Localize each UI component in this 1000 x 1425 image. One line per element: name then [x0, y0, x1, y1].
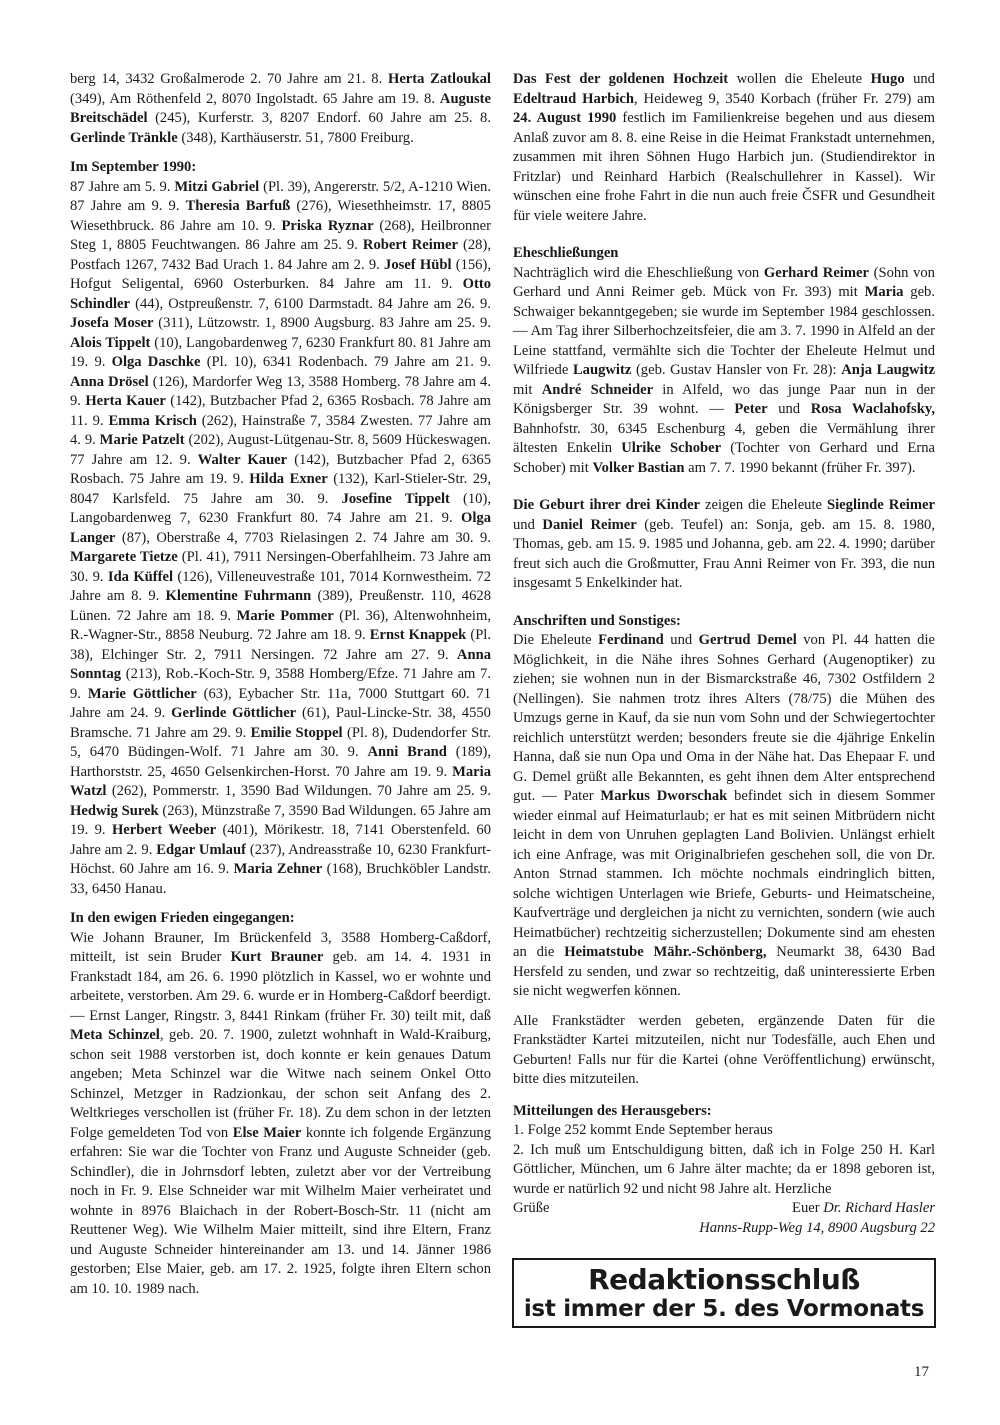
text-run: geb. am 14. 4. 1931 in Frankstadt 184, am 26. 6. 1990 plötzlich in Kassel, wo er wohnte und arbeitete, verstorben. Am 29. 6. wurde er in Homberg-Caßdorf beerdigt. — Ernst Langer, Ringstr. 3, 8441 Rinkam (früher Fr. 30) teilt mit, daß — [70, 949, 491, 1024]
heading-obituaries: In den ewigen Frieden eingegangen: — [70, 910, 295, 926]
text-run: (237), Andreasstraße 10, 6230 Frankfurt-Höchst. 60 Jahre am 16. 9. — [70, 841, 491, 877]
text-run: (156), Hofgut Seligental, 6960 Osterburken. 84 Jahre am 11. 9. — [70, 256, 491, 292]
bold-name: Laugwitz — [572, 362, 632, 378]
bold-name: Hilda Exner — [249, 471, 328, 487]
text-run: mit — [513, 381, 542, 398]
bold-name: Gerlinde Tränkle — [70, 129, 178, 146]
bold-name: Sieglinde Reimer — [827, 497, 935, 513]
bold-name: Josefa Moser — [70, 315, 154, 331]
text-run: (142), Butzbacher Pfad 2, 6365 Rosbach. 78 Jahre am 11. 9. — [70, 393, 491, 429]
text-run: konnte ich folgende Ergänzung erfahren: Sie war die Tochter von Franz und Auguste Schneider (geb. Schindler), die in Johrnsdorf lebten, zuletzt aber vor der Vertreibung noch in Fr. 9. Else Schneider war mit Wilhelm Maier verheiratet und wohnte in 8976 Blaichach in der Robert-Bosch-Str. 11 (nicht am Reuttener Weg). Wie Wilhelm Maier mitteilt, sind ihre Eltern, Franz und Auguste Schneider hintereinander am 13. und 14. Jänner 1986 gestorben; Else Maier, geb. am 17. 2. 1925, folgte ihren Eltern schon am 10. 10. 1989 nach. — [70, 1124, 491, 1297]
signature-name: Dr. Richard Hasler — [823, 1200, 935, 1216]
bold-name: Herta Zatloukal — [387, 71, 491, 87]
bold-name: Volker Bastian — [592, 459, 685, 476]
text-run: (Tochter von Gerhard und Erna Schober) mit — [513, 440, 935, 476]
text-run: (Pl. 8), Dudendorfer Str. 5, 6470 Büdingen-Wolf. 71 Jahre am 30. 9. — [70, 724, 492, 760]
text-run: (Pl. 39), Angererstr. 5/2, A-1210 Wien. 87 Jahre am 9. 9. — [70, 178, 491, 214]
addresses-text — [513, 631, 935, 1002]
text-run: Die Eheleute — [513, 632, 599, 648]
signature-line — [513, 1199, 935, 1219]
bold-name: Das Fest der goldenen Hochzeit — [513, 71, 729, 87]
bold-name: Ida Küffel — [107, 568, 174, 585]
text-run: 87 Jahre am 5. 9. — [70, 178, 175, 195]
heading-addresses: Anschriften und Sonstiges: — [513, 612, 681, 629]
bold-name: Marie Pommer — [236, 607, 334, 624]
bold-name: 24. August 1990 — [513, 110, 617, 126]
bold-name: Herbert Weeber — [111, 822, 217, 838]
text-run: (311), Lützowstr. 1, 8900 Augsburg. 83 Jahre am 25. 9. — [153, 315, 491, 331]
text-run: (63), Eybacher Str. 11a, 7000 Stuttgart 60. 71 Jahre am 24. 9. — [70, 685, 492, 721]
page-number: 17 — [914, 1364, 929, 1380]
text-run: Alle Frankstädter werden gebeten, ergänzende Daten für die Frankstädter Kartei mitzuteilen, nicht nur Todesfälle, auch Ehen und Geburten! Falls nur für die Kartei (ohne Veröffentlichung) erwünscht, bitte dies mitzuteilen. — [513, 1012, 935, 1087]
signature: Euer Dr. Richard Hasler — [792, 1200, 935, 1216]
text-run: und — [513, 516, 543, 533]
bold-name: Hugo — [870, 71, 905, 87]
deadline-box — [512, 1258, 936, 1328]
text-run: (189), Harthorststr. 25, 4650 Gelsenkirchen-Horst. 70 Jahre am 19. 9. — [70, 744, 492, 780]
bold-name: Edgar Umlauf — [156, 841, 246, 858]
bold-name: Heimatstube Mähr.-Schönberg, — [564, 944, 767, 960]
left-column — [70, 70, 491, 1299]
text-run: (126), Mardorfer Weg 13, 3588 Homberg. 78 Jahre am 4. 9. — [70, 373, 491, 409]
text-run: und — [904, 71, 935, 87]
bold-name: Maria Watzl — [70, 763, 491, 799]
text-run: (142), Butzbacher Pfad 2, 6365 Rosbach. 75 Jahre am 19. 9. — [70, 451, 491, 487]
bold-name: Auguste Breitschädel — [70, 90, 491, 126]
bold-name: Anja Laugwitz — [841, 362, 935, 378]
text-run: festlich im Familienkreise begehen und aus diesem Anlaß zuvor am 8. 8. eine Reise in die Heimat Frankstadt unternehmen, zusammen mit ihren Söhnen Hugo Harbich jun. (Studiendirektor in Fritzlar) und Reinhard Harbich (Realschullehrer in Kassel). Wir wünschen eine frohe Fahrt in die nun auch freie ČSFR und Gesundheit für viele weitere Jahre. — [513, 110, 936, 224]
bold-name: Kurt Brauner — [230, 949, 324, 965]
text-run: zeigen die Eheleute — [700, 497, 828, 513]
text-run: (202), August-Lütgenau-Str. 8, 5609 Hückeswagen. 77 Jahre am 12. 9. — [70, 432, 492, 468]
golden-wedding-text — [513, 70, 935, 226]
bold-name: Maria — [864, 284, 904, 300]
bold-name: Meta Schinzel — [70, 1027, 160, 1043]
signature-address: Hanns-Rupp-Weg 14, 8900 Augsburg 22 — [699, 1219, 935, 1236]
text-run: (Pl. 36), Altenwohnheim, R.-Wagner-Str., 8858 Neuburg. 72 Jahre am 18. 9. — [70, 607, 491, 643]
bold-name: Josefine Tippelt — [341, 490, 450, 507]
text-run: (10), Langobardenweg 7, 6230 Frankfurt 80. 81 Jahre am 19. 9. — [70, 334, 491, 370]
bold-name: Olga Langer — [70, 510, 491, 546]
bold-name: Olga Daschke — [111, 354, 201, 370]
text-run: Wie Johann Brauner, Im Brückenfeld 3, 3588 Homberg-Caßdorf, mitteilt, ist sein Bruder — [70, 929, 491, 965]
marriages-text — [513, 264, 935, 479]
text-run: , Heideweg 9, 3540 Korbach (früher Fr. 279) am — [634, 90, 936, 107]
bold-name: Josef Hübl — [384, 256, 452, 273]
birthday-list-september — [70, 178, 491, 900]
text-run: Bahnhofstr. 30, 6345 Eschenburg 4, geben die Vermählung ihrer ältesten Enkelin — [513, 420, 935, 456]
text-run: wollen die Eheleute — [728, 71, 871, 87]
bold-name: Anna Drösel — [70, 373, 149, 390]
bold-name: Alois Tippelt — [70, 334, 151, 351]
bold-name: Otto Schindler — [70, 276, 491, 312]
births-text — [513, 496, 935, 594]
publisher-note-2: 2. Ich muß um Entschuldigung bitten, daß ich in Folge 250 H. Karl Göttlicher, München, um 6 Jahre älter machte; da er 1898 geboren ist, wurde er natürlich 92 und nicht 98 Jahre alt. Herzliche — [513, 1141, 935, 1197]
text-run: (Pl. 38), Elchinger Str. 2, 7911 Nersingen. 72 Jahre am 27. 9. — [70, 627, 492, 663]
text-run: (262), Pommerstr. 1, 3590 Bad Wildungen. 70 Jahre am 25. 9. — [106, 783, 491, 799]
bold-name: Ulrike Schober — [621, 440, 722, 456]
bold-name: Herta Kauer — [85, 393, 166, 409]
text-run: (349), Am Röthenfeld 2, 8070 Ingolstadt. 65 Jahre am 19. 8. — [70, 90, 440, 107]
registry-request-text — [513, 1012, 935, 1090]
bold-name: Marie Patzelt — [99, 432, 185, 448]
text-run: (401), Mörikestr. 18, 7141 Oberstenfeld. 60 Jahre am 2. 9. — [70, 822, 492, 858]
text-run: (126), Villeneuvestraße 101, 7014 Kornwestheim. 72 Jahre am 8. 9. — [70, 568, 492, 604]
bold-name: Else Maier — [232, 1124, 302, 1141]
text-run: (213), Rob.-Koch-Str. 9, 3588 Homberg/Efze. 71 Jahre am 7. 9. — [70, 666, 491, 702]
text-run: (87), Oberstraße 4, 7703 Rielasingen 2. 74 Jahre am 30. 9. — [115, 529, 491, 546]
deadline-title: Redaktionsschluß — [588, 1263, 860, 1296]
text-run: (276), Wiesethheimstr. 17, 8805 Wiesethbruck. 86 Jahre am 10. 9. — [70, 198, 491, 234]
bold-name: Anna Sonntag — [70, 646, 491, 682]
bold-name: Peter — [734, 401, 768, 417]
text-run: befindet sich in diesem Sommer wieder einmal auf Heimaturlaub; er hat es mit seinen Mitbrüdern nicht leicht in dem von Unruhen geplagten Land Bolivien. Unlängst erhielt ich eine Anfrage, was mit Originalbriefen geschehen soll, die von Dr. Anton Strnad stammen. Ich möchte nochmals eindringlich bitten, solche wichtigen Unterlagen wie Briefe, Geburts- und Heimatscheine, Kaufverträge und dergleichen ja nicht zu vernichten, sondern (wie auch Heimatbücher) rechtzeitig sicherzustellen; Dokumente sind am ehesten an die — [513, 788, 935, 960]
text-run: (168), Bruchköbler Landstr. 33, 6450 Hanau. — [70, 861, 491, 897]
bold-name: Edeltraud Harbich — [513, 90, 635, 107]
deadline-subtitle: ist immer der 5. des Vormonats — [523, 1296, 925, 1322]
bold-name: Theresia Barfuß — [185, 198, 291, 214]
bold-name: Rosa Waclahofsky, — [810, 401, 935, 417]
bold-name: Emma Krisch — [108, 412, 197, 429]
text-run: am 7. 7. 1990 bekannt (früher Fr. 397). — [684, 459, 916, 476]
bold-name: Hedwig Surek — [70, 802, 159, 819]
bold-name: Walter Kauer — [197, 451, 288, 468]
text-run: in Alfeld, wo das junge Paar nun in der Königsberger Str. 39 wohnt. — — [513, 381, 935, 417]
text-run: (geb. Teufel) an: Sonja, geb. am 15. 8. 1980, Thomas, geb. am 15. 9. 1985 und Johanna, geb. am 22. 4. 1990; darüber freut sich auch die Großmutter, Frau Anni Reimer von Fr. 393, die nun insgesamt 5 Enkelkinder hat. — [513, 516, 935, 591]
right-column — [513, 70, 935, 1238]
bold-name: Gerlinde Göttlicher — [171, 705, 297, 721]
text-run: (Pl. 41), 7911 Nersingen-Oberfahlheim. 73 Jahre am 30. 9. — [70, 549, 492, 585]
bold-name: Die Geburt ihrer drei Kinder — [513, 497, 701, 513]
heading-marriages: Eheschließungen — [513, 245, 619, 261]
heading-september: Im September 1990: — [70, 159, 197, 175]
text-run: (262), Hainstraße 7, 3584 Zwesten. 77 Jahre am 4. 9. — [70, 412, 491, 448]
text-run: Neumarkt 38, 6430 Bad Hersfeld zu senden, und zwar so rechtzeitig, daß uninteressierte Erben sie nicht wegwerfen können. — [513, 944, 935, 999]
text-run: (Pl. 10), 6341 Rodenbach. 79 Jahre am 21. 9. — [200, 354, 491, 370]
text-run: berg 14, 3432 Großalmerode 2. 70 Jahre am 21. 8. — [70, 71, 388, 87]
text-run: (10), Langobardenweg 7, 6230 Frankfurt 80. 74 Jahre am 21. 9. — [70, 490, 491, 526]
bold-name: Ferdinand — [598, 632, 664, 648]
publisher-note-2-end: Grüße — [513, 1200, 550, 1216]
bold-name: Mitzi Gabriel — [174, 178, 260, 195]
bold-name: Margarete Tietze — [70, 549, 178, 565]
bold-name: Anni Brand — [367, 744, 447, 760]
text-run: und — [767, 401, 811, 417]
text-run: (28), Postfach 1267, 7432 Bad Urach 1. 84 Jahre am 2. 9. — [70, 237, 491, 273]
text-run: geb. Schwaiger bekanntgegeben; sie wurde im September 1984 geschlossen. — Am Tag ihrer Silberhochzeitsfeier, die am 3. 7. 1990 in Alfeld an der Leine stattfand, vermählte sich die Tochter der Eheleute Helmut und Wilfriede — [513, 284, 935, 378]
text-run: (geb. Gustav Hansler von Fr. 28): — [631, 362, 842, 378]
birthday-list-august-end — [70, 70, 491, 148]
bold-name: Marie Göttlicher — [87, 685, 197, 702]
publisher-note-1: 1. Folge 252 kommt Ende September heraus — [513, 1122, 773, 1138]
text-run: und — [663, 632, 699, 648]
text-run: (44), Ostpreußenstr. 7, 6100 Darmstadt. 84 Jahre am 26. 9. — [130, 295, 491, 312]
bold-name: Klementine Fuhrmann — [165, 588, 312, 604]
bold-name: Priska Ryznar — [281, 217, 374, 234]
text-run: (61), Paul-Lincke-Str. 38, 4550 Bramsche. 71 Jahre am 29. 9. — [70, 705, 491, 741]
bold-name: Gerhard Reimer — [763, 264, 869, 281]
obituaries-text — [70, 929, 491, 1300]
heading-publisher-notes: Mitteilungen des Herausgebers: — [513, 1102, 712, 1119]
text-run: (389), Preußenstr. 110, 4628 Lünen. 72 Jahre am 18. 9. — [70, 588, 491, 624]
bold-name: Emilie Stoppel — [250, 724, 343, 741]
text-run: (263), Münzstraße 7, 3590 Bad Wildungen. 65 Jahre am 19. 9. — [70, 802, 491, 838]
bold-name: Robert Reimer — [362, 237, 458, 253]
bold-name: André Schneider — [541, 381, 654, 398]
text-run: (245), Kurferstr. 3, 8207 Endorf. 60 Jahre am 25. 8. — [147, 110, 491, 126]
bold-name: Gertrud Demel — [698, 632, 797, 648]
text-run: (348), Karthäuserstr. 51, 7800 Freiburg. — [177, 129, 414, 146]
text-run: (268), Heilbronner Steg 1, 8805 Feuchtwangen. 86 Jahre am 25. 9. — [70, 217, 491, 253]
bold-name: Ernst Knappek — [369, 627, 467, 643]
bold-name: Maria Zehner — [233, 861, 323, 877]
text-run: Nachträglich wird die Eheschließung von — [513, 264, 764, 281]
text-run: , geb. 20. 7. 1900, zuletzt wohnhaft in Wald-Kraiburg, schon seit 1988 verstorben ist, doch konnte er kein genaues Datum angeben; Meta Schinzel war die Witwe nach seinem Onkel Otto Schinzel, Metzger in Radzionkau, der schon seit Anfang des 2. Weltkrieges verschollen ist (früher Fr. 18). Zu dem schon in der letzten Folge gemeldeten Tod von — [70, 1027, 491, 1141]
bold-name: Markus Dworschak — [600, 788, 728, 804]
text-run: (132), Karl-Stieler-Str. 29, 8047 Karlsfeld. 75 Jahre am 30. 9. — [70, 471, 491, 507]
text-run: (Sohn von Gerhard und Anni Reimer geb. Mück von Fr. 393) mit — [513, 264, 935, 300]
bold-name: Daniel Reimer — [542, 516, 637, 533]
text-run: von Pl. 44 hatten die Möglichkeit, in die Nähe ihres Sohnes Gerhard (Augenoptiker) zu ziehen; sie wohnen nun in der Bismarckstraße 46, 7302 Ostfildern 2 (Nellingen). Sie nahmen trotz ihres Alters (78/75) die Mühen des Umzugs gerne in Kauf, da sie nun vom Sohn und der Schwiegertochter reichlich unterstützt werden; besonders freute sie die 4jährige Enkelin Hanna, daß sie nun Opa und Oma in der Nähe hat. Das Ehepaar F. und G. Demel grüßt alle Bekannten, es geht ihnen dem Alter entsprechend gut. — Pater — [513, 632, 935, 804]
